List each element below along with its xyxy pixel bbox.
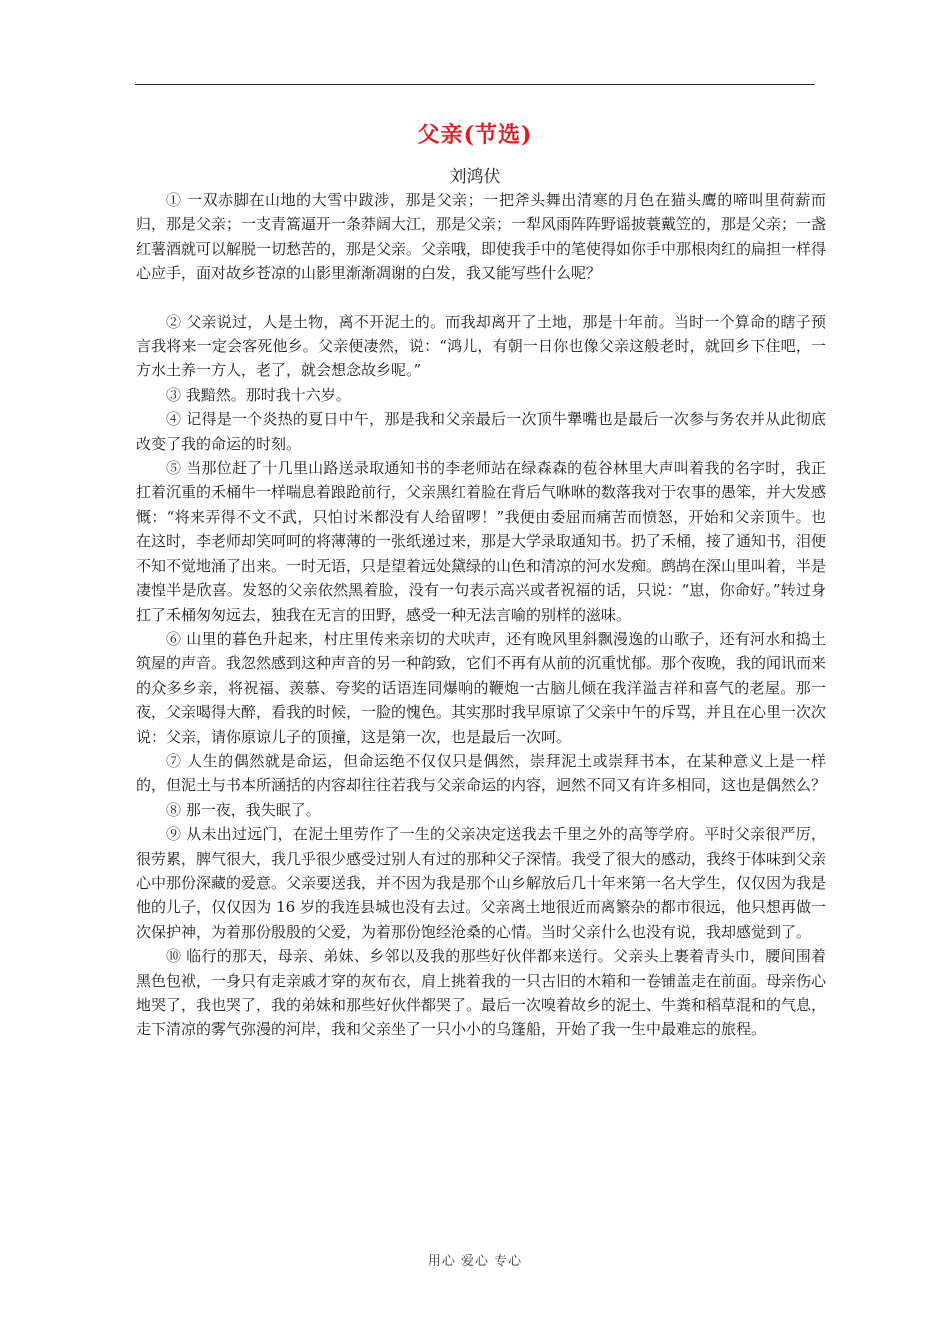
paragraph-9: ⑨ 从未出过远门，在泥土里劳作了一生的父亲决定送我去千里之外的高等学府。平时父亲很严厉，很劳累，脾气很大，我几乎很少感受过别人有过的那种父子深情。我受了很大的感动，我终于体味到父亲心中那份深藏的爱意。父亲要送我，并不因为我是那个山乡解放后几十年来第一名大学生，仅仅因为我是他的儿子，仅仅因为 16 岁的我连县城也没有去过。父亲离土地很近而离繁杂的都市很远，他只想再做一次保护神，为着那份殷殷的父爱，为着那份饱经沧桑的心情。当时父亲什么也没有说，我却感觉到了。: [136, 825, 827, 941]
paragraph-3: ③ 我黯然。那时我十六岁。: [166, 385, 351, 404]
header-rule: [135, 84, 815, 85]
article-body: [136, 188, 826, 1042]
paragraph-6: ⑥ 山里的暮色升起来，村庄里传来亲切的犬吠声，还有晚风里斜飘漫逸的山歌子，还有河水和捣土筑屋的声音。我忽然感到这种声音的另一种韵致，它们不再有从前的沉重忧郁。那个夜晚，我的闻讯而来的众多乡亲，将祝福、羡慕、夸奖的话语连同爆响的鞭炮一古脑儿倾在我洋溢吉祥和喜气的老屋。那一夜，父亲喝得大醉，看我的时候，一脸的愧色。其实那时我早原谅了父亲中午的斥骂，并且在心里一次次说：父亲，请你原谅儿子的顶撞，这是第一次，也是最后一次呵。: [136, 629, 827, 746]
page-footer: 用心 爱心 专心: [427, 1254, 523, 1269]
paragraph-1: ① 一双赤脚在山地的大雪中跋涉，那是父亲；一把斧头舞出清寒的月色在猫头鹰的啼叫里荷薪而归，那是父亲；一支青篙逼开一条莽阔大江，那是父亲；一犁风雨阵阵野谣披蓑戴笠的，那是父亲；一盏红薯酒就可以解脱一切愁苦的，那是父亲。父亲哦，即使我手中的笔使得如你手中那根肉红的扁担一样得心应手，面对故乡苍凉的山影里渐渐凋谢的白发，我又能写些什么呢？: [136, 191, 827, 283]
article-title: 父亲(节选): [417, 122, 533, 148]
paragraph-10: ⑩ 临行的那天，母亲、弟妹、乡邻以及我的那些好伙伴都来送行。父亲头上裹着青头巾，腰间围着黑色包袱，一身只有走亲戚才穿的灰布衣，肩上挑着我的一只古旧的木箱和一卷铺盖走在前面。母亲伤心地哭了，我也哭了，我的弟妹和那些好伙伴都哭了。最后一次嗅着故乡的泥土、牛粪和稻草混和的气息，走下清凉的雾气弥漫的河岸，我和父亲坐了一只小小的乌篷船，开始了我一生中最难忘的旅程。: [136, 947, 827, 1039]
paragraph-2: ② 父亲说过，人是土物，离不开泥土的。而我却离开了土地，那是十年前。当时一个算命的瞎子预言我将来一定会客死他乡。父亲便凄然，说：“鸿儿，有朝一日你也像父亲这般老时，就回乡下住吧，一方水土养一方人，老了，就会想念故乡呢。”: [136, 312, 826, 380]
article-author: 刘鸿伏: [449, 167, 501, 187]
paragraph-4: ④ 记得是一个炎热的夏日中午，那是我和父亲最后一次顶牛犟嘴也是最后一次参与务农并从此彻底改变了我的命运的时刻。: [136, 410, 826, 453]
paragraph-5: ⑤ 当那位赶了十几里山路送录取通知书的李老师站在绿森森的苞谷林里大声叫着我的名字时，我正扛着沉重的禾桶牛一样喘息着踉跄前行，父亲黑红着脸在背后气咻咻的数落我对于农事的愚笨，并大发感慨：“将来弄得不文不武，只怕讨米都没有人给留啰！”我便由委屈而痛苦而愤怒，开始和父亲顶牛。也在这时，李老师却笑呵呵的将薄薄的一张纸递过来，那是大学录取通知书。扔了禾桶，接了通知书，泪便不知不觉地涌了出来。一时无语，只是望着远处黛绿的山色和清凉的河水发痴。鹧鸪在深山里叫着，半是凄惶半是欣喜。发怒的父亲依然黑着脸，没有一句表示高兴或者祝福的话，只说：“崽，你命好。”转过身扛了禾桶匆匆远去，独我在无言的田野，感受一种无法言喻的别样的滋味。: [136, 459, 827, 624]
paragraph-8: ⑧ 那一夜，我失眠了。: [166, 800, 321, 819]
paragraph-7: ⑦ 人生的偶然就是命运，但命运绝不仅仅只是偶然，崇拜泥土或崇拜书本，在某种意义上是一样的，但泥土与书本所涵括的内容却往往若我与父亲命运的内容，迥然不同又有许多相同，这也是偶然么？: [136, 751, 827, 795]
